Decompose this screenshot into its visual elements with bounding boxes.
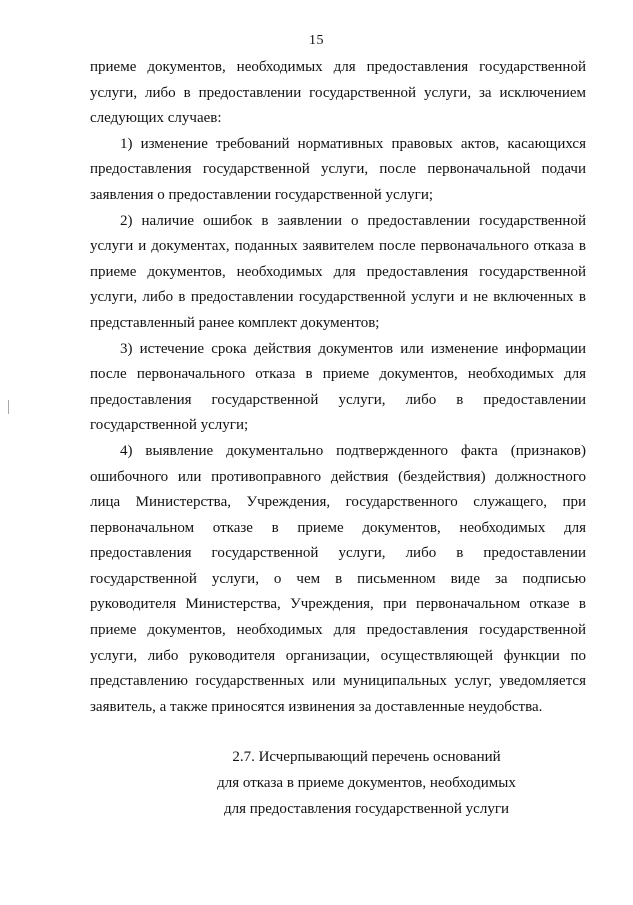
scan-artifact-mark <box>8 400 9 414</box>
page-number: 15 <box>309 33 324 48</box>
paragraph-item-3: 3) истечение срока действия документов или изменение информации после первоначального отказа в приеме документов, необходимых для предоставления государственной услуги, либо в предоставлении государственной услуги; <box>90 340 586 434</box>
paragraph-item-1: 1) изменение требований нормативных правовых актов, касающихся предоставления государственной услуги, после первоначальной подачи заявления о предоставлении государственной услуги; <box>90 135 586 203</box>
section-heading-line-1: 2.7. Исчерпывающий перечень оснований <box>232 749 501 765</box>
paragraph-item-4: 4) выявление документально подтвержденного факта (признаков) ошибочного или противоправного действия (бездействия) должностного лица Министерства, Учреждения, государственного служащего, при первоначальном отказе в приеме документов, необходимых для предоставления государственной услуги, либо в предоставлении государственной услуги, о чем в письменном виде за подписью руководителя Министерства, Учреждения, при первоначальном отказе в приеме документов, необходимых для предоставления государственной услуги, либо руководителя организации, осуществляющей функции по представлению государственных или муниципальных услуг, уведомляется заявитель, а также приносятся извинения за доставленные неудобства. <box>90 442 586 715</box>
document-body <box>90 55 586 720</box>
paragraph-item-2: 2) наличие ошибок в заявлении о предоставлении государственной услуги и документах, поданных заявителем после первоначального отказа в приеме документов, необходимых для предоставления государственной услуги, либо в предоставлении государственной услуги и не включенных в представленный ранее комплект документов; <box>90 212 586 331</box>
section-heading-line-2: для отказа в приеме документов, необходимых <box>217 774 516 791</box>
paragraph-continuation: приеме документов, необходимых для предоставления государственной услуги, либо в предоставлении государственной услуги, за исключением следующих случаев: <box>90 59 586 127</box>
section-heading-line-3: для предоставления государственной услуги <box>223 800 510 817</box>
section-heading <box>0 745 633 822</box>
